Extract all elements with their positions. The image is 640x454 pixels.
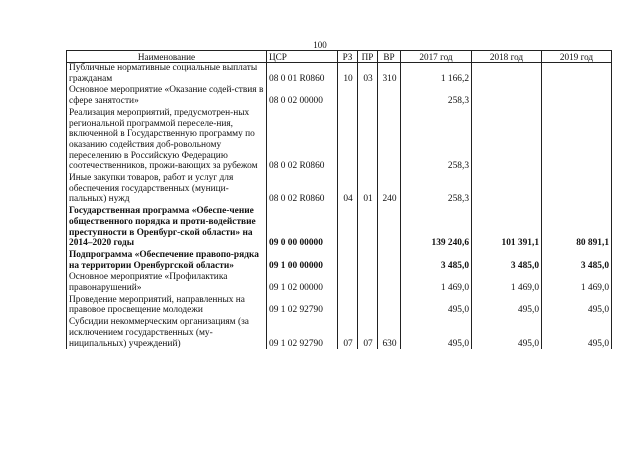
cell-name: Иные закупки товаров, работ и услуг для обеспечения государственных (муници-пальных) нужд [67, 172, 267, 205]
cell-2017: 1 469,0 [401, 271, 472, 293]
cell-2018: 495,0 [472, 294, 542, 316]
budget-table [66, 50, 612, 349]
cell-pr [358, 107, 378, 172]
cell-rz [338, 294, 358, 316]
cell-2017: 495,0 [401, 294, 472, 316]
table-row [67, 294, 612, 316]
cell-2019: 495,0 [542, 316, 612, 349]
cell-2018 [472, 172, 542, 205]
cell-2018: 3 485,0 [472, 249, 542, 271]
cell-pr [358, 84, 378, 106]
cell-2018 [472, 84, 542, 106]
cell-2019: 1 469,0 [542, 271, 612, 293]
cell-vr [378, 107, 401, 172]
table-row [67, 316, 612, 349]
table-row [67, 63, 612, 85]
cell-rz [338, 84, 358, 106]
cell-2017: 258,3 [401, 107, 472, 172]
cell-pr: 03 [358, 63, 378, 85]
header-pr: ПР [358, 51, 378, 63]
cell-2019: 80 891,1 [542, 205, 612, 249]
table-row [67, 107, 612, 172]
cell-2017: 258,3 [401, 172, 472, 205]
page-number: 100 [313, 40, 327, 50]
cell-2019: 495,0 [542, 294, 612, 316]
cell-pr: 01 [358, 172, 378, 205]
cell-rz [338, 107, 358, 172]
cell-csr: 08 0 02 R0860 [267, 107, 338, 172]
cell-2017: 3 485,0 [401, 249, 472, 271]
cell-pr: 07 [358, 316, 378, 349]
table-row [67, 84, 612, 106]
cell-name: Публичные нормативные социальные выплаты гражданам [67, 63, 267, 85]
header-csr: ЦСР [267, 51, 338, 63]
header-name: Наименование [67, 51, 267, 63]
cell-name: Подпрограмма «Обеспечение правопо-рядка на территории Оренбургской области» [67, 249, 267, 271]
cell-name: Реализация мероприятий, предусмотрен-ных региональной программой переселе-ния, включенной в Государственную программу по оказанию содействия доб-ровольному переселению в Российскую Федерацию соотечественников, прожи-вающих за рубежом [67, 107, 267, 172]
cell-2019 [542, 63, 612, 85]
cell-2018 [472, 107, 542, 172]
cell-2019: 3 485,0 [542, 249, 612, 271]
cell-pr [358, 271, 378, 293]
cell-2018: 101 391,1 [472, 205, 542, 249]
cell-name: Основное мероприятие «Профилактика правонарушений» [67, 271, 267, 293]
cell-csr: 09 1 00 00000 [267, 249, 338, 271]
table-row [67, 271, 612, 293]
cell-name: Основное мероприятие «Оказание содей-ствия в сфере занятости» [67, 84, 267, 106]
cell-vr [378, 249, 401, 271]
cell-csr: 08 0 02 R0860 [267, 172, 338, 205]
cell-vr: 630 [378, 316, 401, 349]
cell-2017: 258,3 [401, 84, 472, 106]
cell-2018: 495,0 [472, 316, 542, 349]
cell-2017: 139 240,6 [401, 205, 472, 249]
cell-rz: 10 [338, 63, 358, 85]
cell-2019 [542, 84, 612, 106]
header-rz: РЗ [338, 51, 358, 63]
cell-2019 [542, 172, 612, 205]
cell-vr: 240 [378, 172, 401, 205]
cell-name: Проведение мероприятий, направленных на правовое просвещение молодежи [67, 294, 267, 316]
cell-2017: 1 166,2 [401, 63, 472, 85]
cell-rz [338, 249, 358, 271]
cell-vr [378, 205, 401, 249]
table-row [67, 249, 612, 271]
cell-csr: 09 1 02 00000 [267, 271, 338, 293]
cell-vr [378, 84, 401, 106]
cell-csr: 09 1 02 92790 [267, 316, 338, 349]
header-2017: 2017 год [401, 51, 472, 63]
cell-2017: 495,0 [401, 316, 472, 349]
cell-vr [378, 271, 401, 293]
header-vr: ВР [378, 51, 401, 63]
cell-csr: 08 0 02 00000 [267, 84, 338, 106]
cell-pr [358, 249, 378, 271]
cell-pr [358, 294, 378, 316]
cell-name: Государственная программа «Обеспе-чение общественного порядка и проти-водействие преступности в Оренбург-ской области» на 2014–2020 годы [67, 205, 267, 249]
cell-vr [378, 294, 401, 316]
cell-2019 [542, 107, 612, 172]
cell-pr [358, 205, 378, 249]
cell-2018 [472, 63, 542, 85]
cell-vr: 310 [378, 63, 401, 85]
cell-rz [338, 271, 358, 293]
cell-name: Субсидии некоммерческим организациям (за исключением государственных (му-ниципальных) учреждений) [67, 316, 267, 349]
table-row [67, 172, 612, 205]
header-2019: 2019 год [542, 51, 612, 63]
cell-rz [338, 205, 358, 249]
table-header-row [67, 51, 612, 63]
cell-rz: 04 [338, 172, 358, 205]
cell-csr: 08 0 01 R0860 [267, 63, 338, 85]
header-2018: 2018 год [472, 51, 542, 63]
cell-rz: 07 [338, 316, 358, 349]
cell-csr: 09 0 00 00000 [267, 205, 338, 249]
cell-2018: 1 469,0 [472, 271, 542, 293]
table-row [67, 205, 612, 249]
cell-csr: 09 1 02 92790 [267, 294, 338, 316]
